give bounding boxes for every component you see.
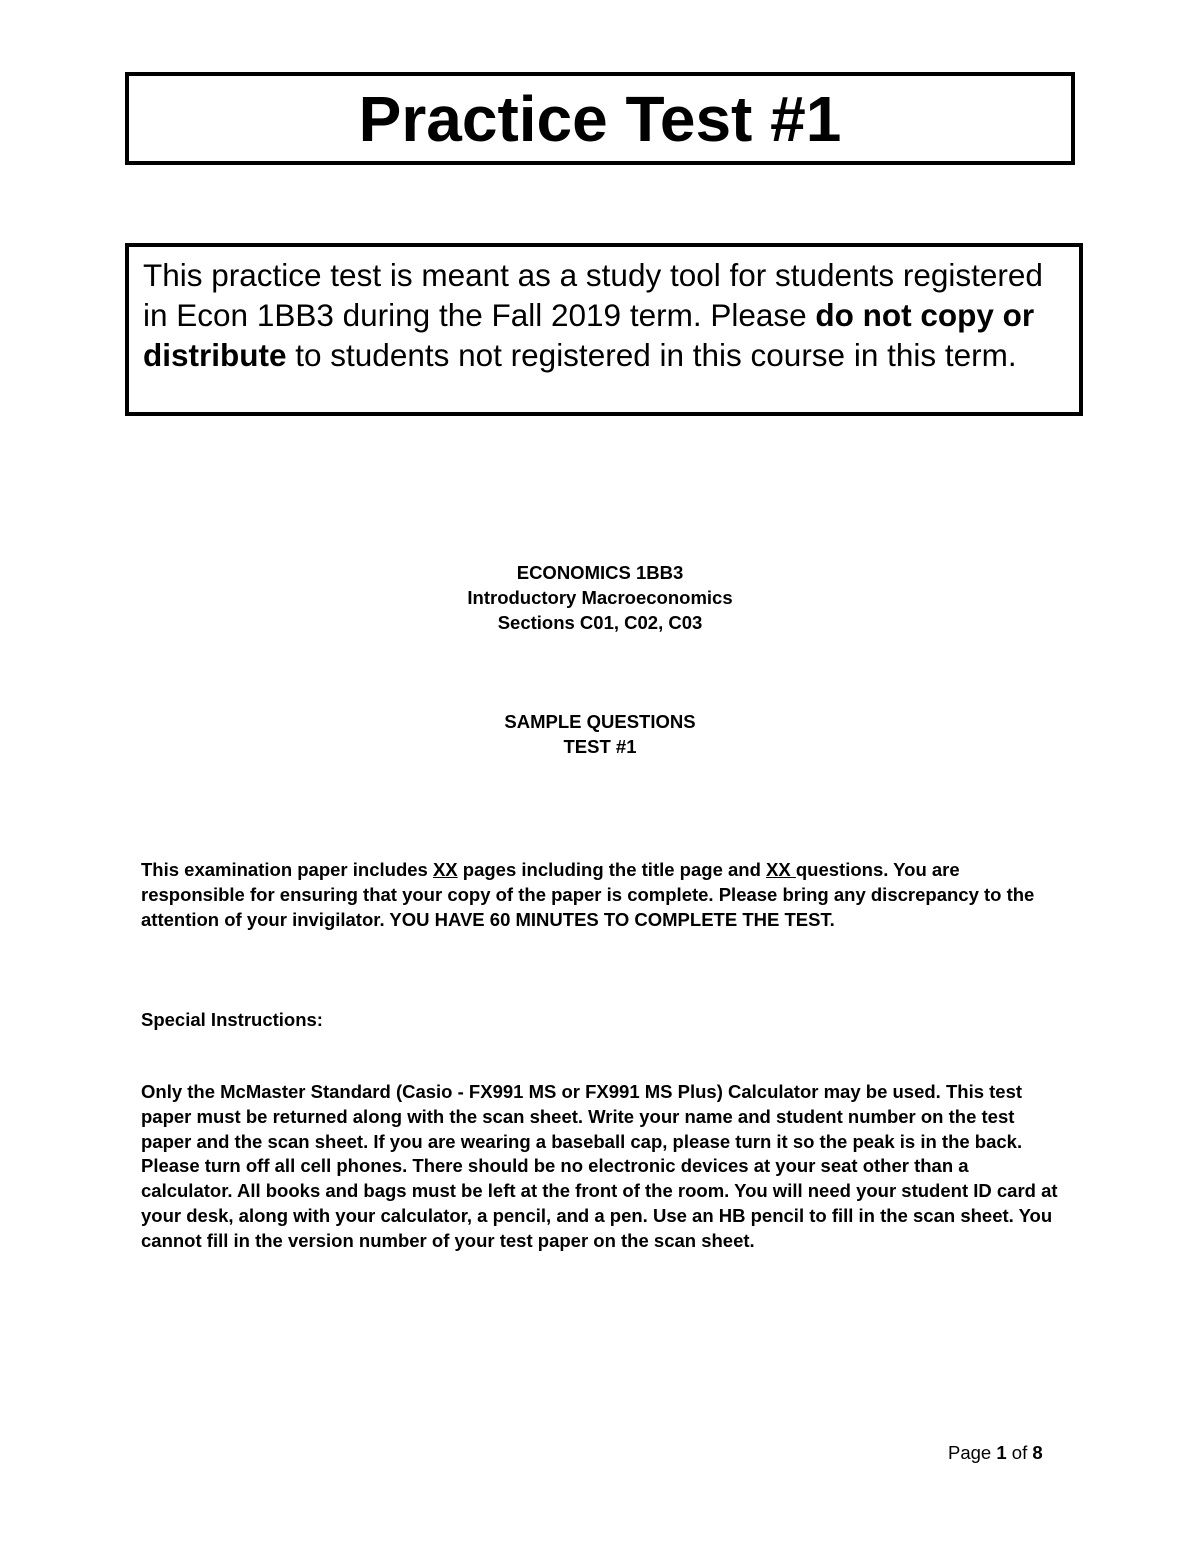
sample-line-2: TEST #1 [563,736,637,757]
of-label: of [1006,1442,1033,1463]
page-label: Page [948,1442,997,1463]
intro-text-b: pages including the title page and [457,859,767,880]
page-title: Practice Test #1 [358,82,842,155]
special-instructions-heading: Special Instructions: [141,1009,323,1030]
notice-box [125,243,1083,416]
course-name: Introductory Macroeconomics [467,587,733,608]
course-info [0,560,1200,635]
course-sections: Sections C01, C02, C03 [497,612,703,633]
total-pages: 8 [1032,1442,1043,1463]
intro-paragraph [141,858,1061,932]
intro-text-c: questions. You are responsible for ensuring that your copy of the paper is complete. Please bring any discrepancy to the attention of your invigilator. YOU HAVE 60 MINUTES TO COMPLETE THE TEST. [141,859,1035,930]
notice-emphasis: do not copy or distribute [143,297,1035,373]
current-page: 1 [996,1442,1007,1463]
page-number [948,1441,1043,1465]
title-box [125,72,1075,165]
page-count-placeholder: XX [432,859,458,880]
notice-text-part1: This practice test is meant as a study tool for students registered in Econ 1BB3 during the Fall 2019 term. Please [143,257,1043,333]
sample-line-1: SAMPLE QUESTIONS [504,711,696,732]
question-count-placeholder: XX [766,859,796,880]
sample-heading [0,709,1200,759]
notice-text-part2: to students not registered in this course in this term. [286,337,1017,373]
course-code: ECONOMICS 1BB3 [516,562,684,583]
intro-text-a: This examination paper includes [141,859,433,880]
instructions-paragraph: Only the McMaster Standard (Casio - FX991 MS or FX991 MS Plus) Calculator may be used. This test paper must be returned along with the scan sheet. Write your name and student number on the test paper and the scan sheet. If you are wearing a baseball cap, please turn it so the peak is in the back. Please turn off all cell phones. There should be no electronic devices at your seat other than a calculator. All books and bags must be left at the front of the room. You will need your student ID card at your desk, along with your calculator, a pencil, and a pen. Use an HB pencil to fill in the scan sheet. You cannot fill in the version number of your test paper on the scan sheet. [141,1081,1058,1251]
